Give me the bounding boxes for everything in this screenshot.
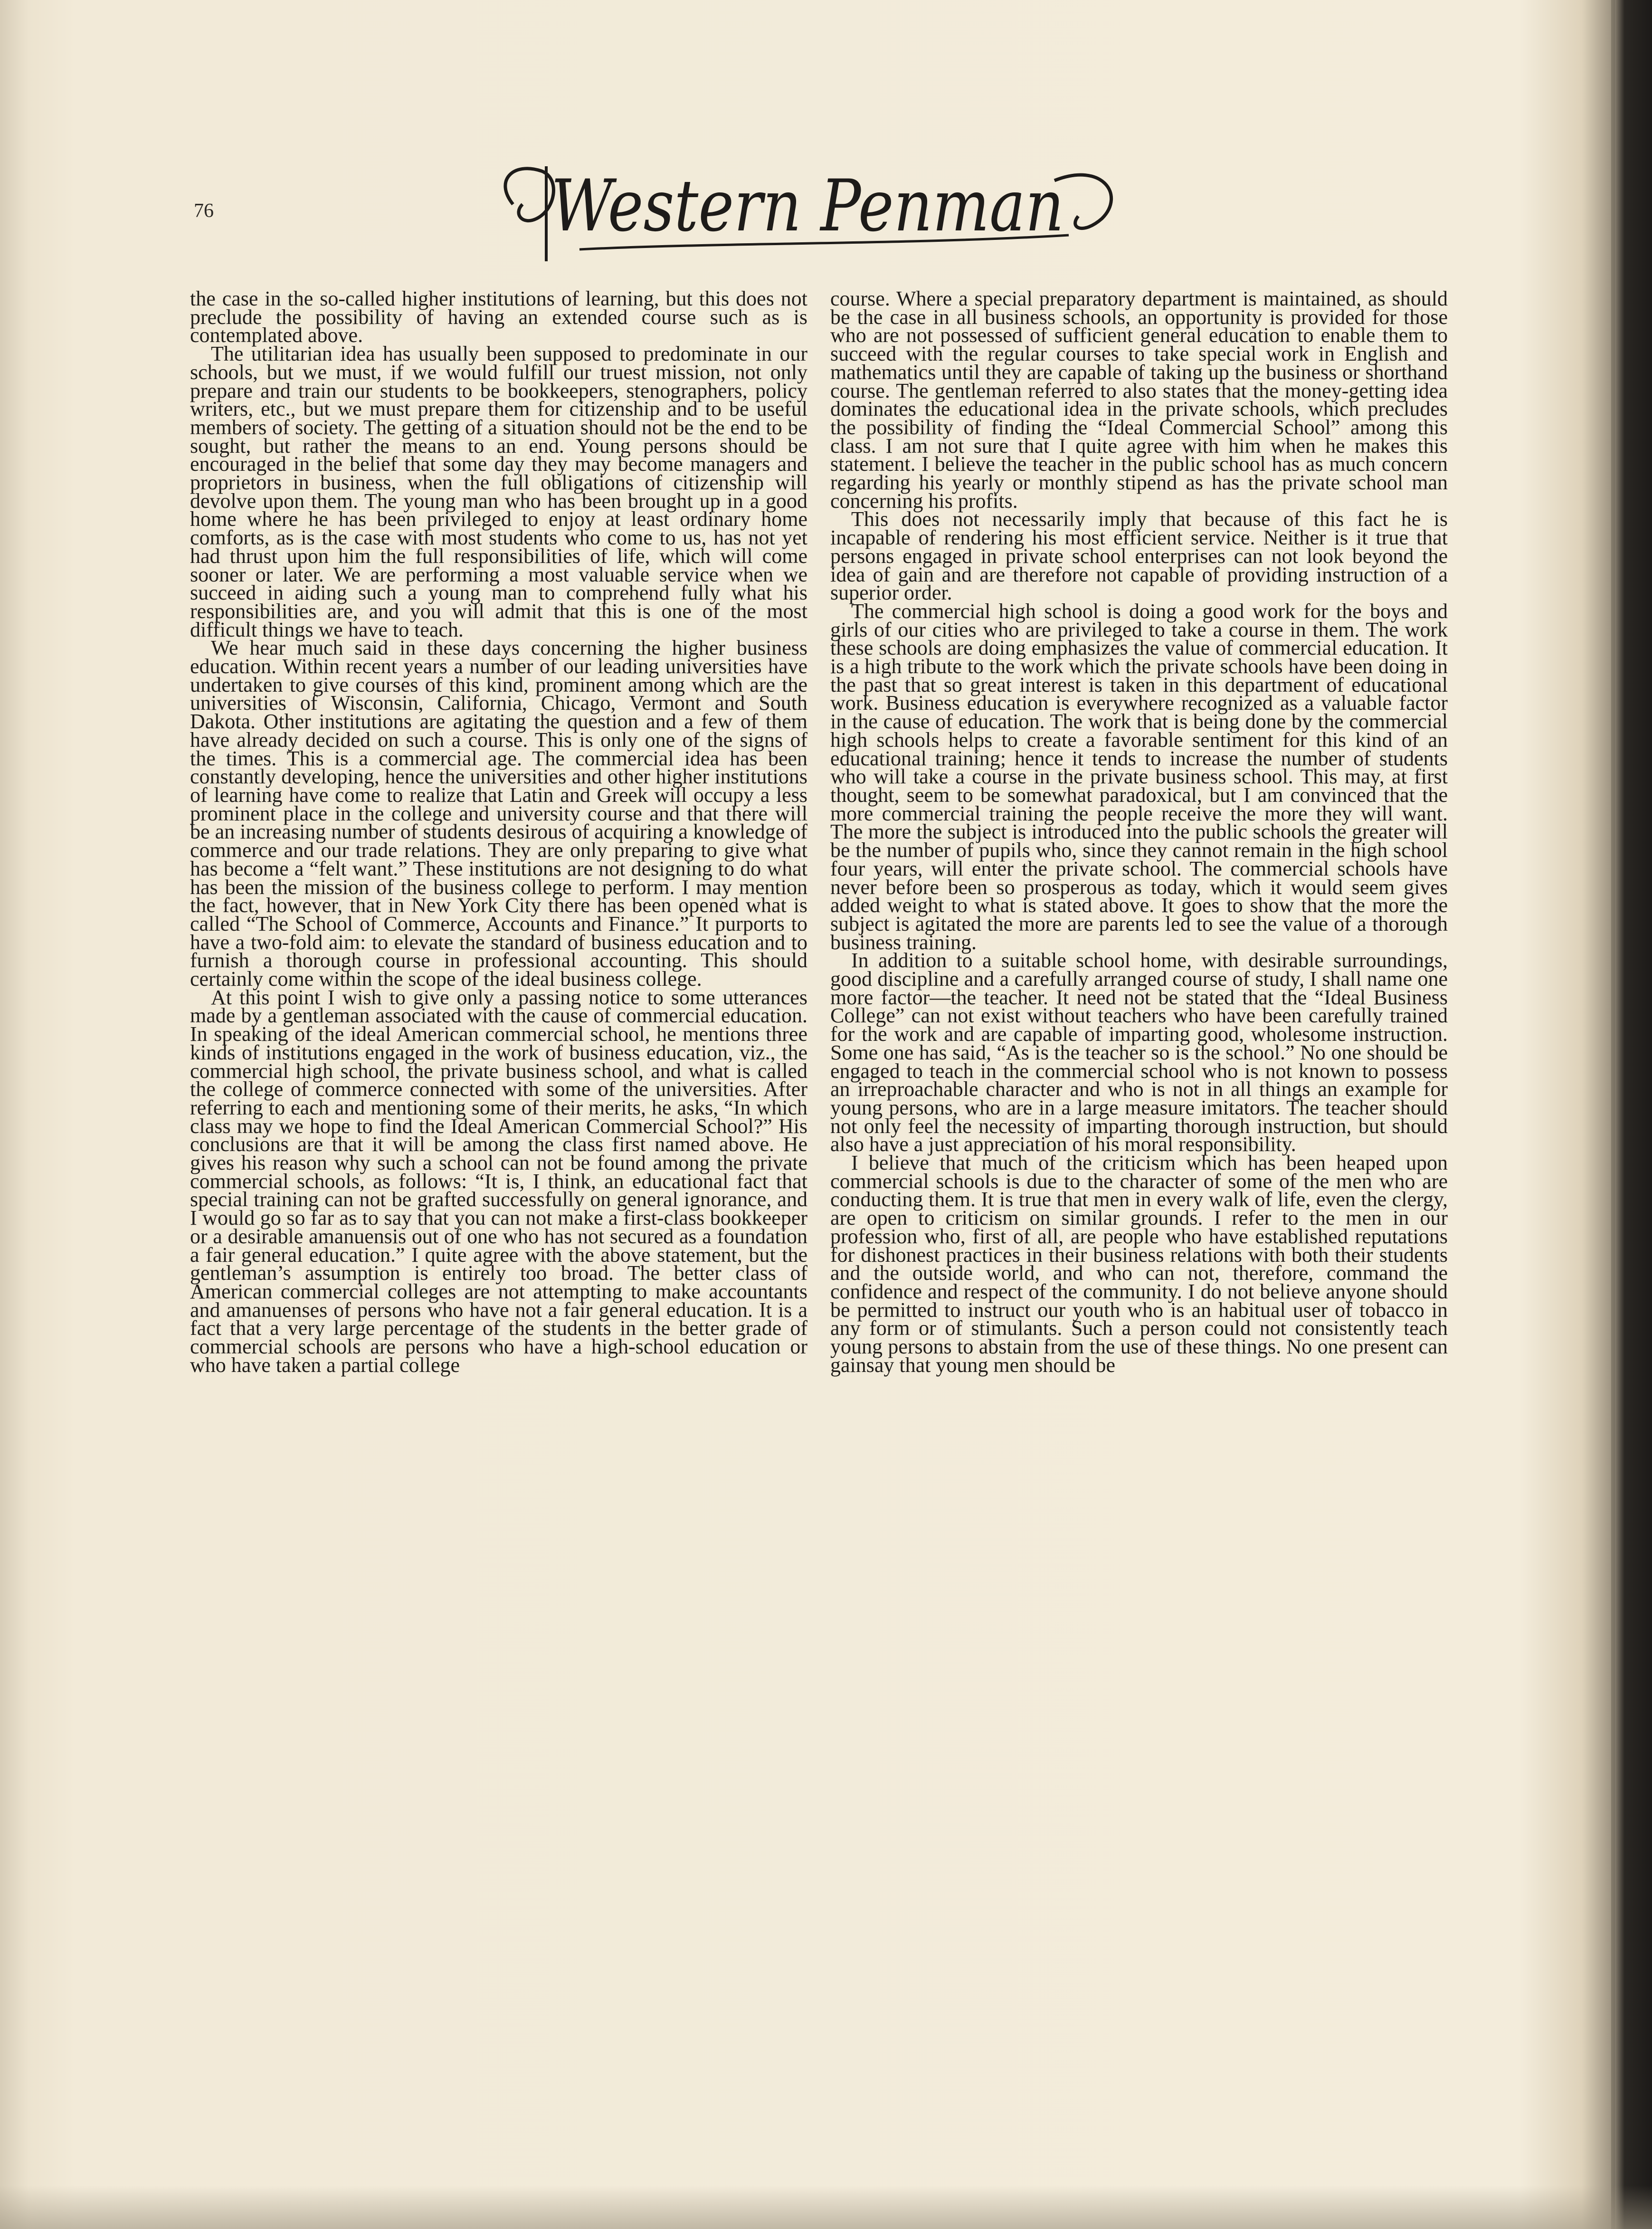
paragraph: the case in the so-called higher institutions of learning, but this does not preclude the possibility of having an extended course such as is contemplated above. xyxy=(190,287,807,347)
paragraph: We hear much said in these days concerning the higher business education. Within recent years a number of our leading universities have undertaken to give courses of this kind, prominent among which are the universities of Wisconsin, California, Chicago, Vermont and South Dakota. Other institutions are agitating the question and a few of them have already decided on such a course. This is only one of the signs of the times. This is a commercial age. The commercial idea has been constantly developing, hence the universities and other higher institutions of learning have come to realize that Latin and Greek will occupy a less prominent place in the college and university course and that there will be an increasing number of students desirous of acquiring a knowledge of commerce and our trade relations. They are only preparing to give what has become a “felt want.” These institutions are not designing to do what has been the mission of the business college to perform. I may mention the fact, however, that in New York City there has been opened what is called “The School of Commerce, Accounts and Finance.” It purports to have a two-fold aim: to elevate the standard of business education and to furnish a thorough course in professional accounting. This should certainly come within the scope of the ideal business college. xyxy=(190,636,807,991)
page-number: 76 xyxy=(194,200,214,222)
paragraph: This does not necessarily imply that because of this fact he is incapable of rendering his most efficient service. Neither is it true that persons engaged in private school enterprises can not look beyond the idea of gain and are therefore not capable of providing instruction of a superior order. xyxy=(830,507,1448,605)
binding-gutter xyxy=(1611,0,1615,2229)
paragraph: The commercial high school is doing a good work for the boys and girls of our cities who are privileged to take a course in them. The work these schools are doing emphasizes the value of commercial education. It is a high tribute to the work which the private schools have been doing in the past that so great interest is taken in this department of educational work. Business education is everywhere recognized as a valuable factor in the cause of education. The work that is being done by the commercial high schools helps to create a favorable sentiment for this kind of an educational training; hence it tends to increase the number of students who will take a course in the private business school. This may, at first thought, seem to be somewhat paradoxical, but I am convinced that the more commercial training the people receive the more they will want. The more the subject is introduced into the public schools the greater will be the number of pupils who, since they cannot remain in the high school four years, will enter the private school. The commercial schools have never before been so prosperous as today, which it would seem gives added weight to what is stated above. It goes to show that the more the subject is agitated the more are parents led to see the value of a thorough business training. xyxy=(830,599,1448,954)
right-column xyxy=(830,287,1448,1377)
paragraph: The utilitarian idea has usually been supposed to predominate in our schools, but we must, if we would fulfill our truest mission, not only prepare and train our students to be bookkeepers, stenographers, policy writers, etc., but we must prepare them for citizenship and to be useful members of society. The getting of a situation should not be the end to be sought, but rather the means to an end. Young persons should be encouraged in the belief that some day they may become managers and proprietors in business, when the full obligations of citizenship will devolve upon them. The young man who has been brought up in a good home where he has been privileged to enjoy at least ordinary home comforts, as is the case with most students who come to us, has not yet had thrust upon him the full responsibilities of life, which will come sooner or later. We are performing a most valuable service when we succeed in aiding such a young man to comprehend fully what his responsibilities are, and you will admit that this is one of the most difficult things we have to teach. xyxy=(190,342,807,641)
masthead xyxy=(484,152,1130,276)
masthead-title: Western Penman xyxy=(551,165,1064,248)
masthead-logo xyxy=(484,152,1130,276)
paragraph: I believe that much of the criticism which has been heaped upon commercial schools is due to the character of some of the men who are conducting them. It is true that men in every walk of life, even the clergy, are open to criticism on similar grounds. I refer to the men in our profession who, first of all, are people who have established reputations for dishonest practices in their business relations with both their students and the outside world, and who can not, therefore, command the confidence and respect of the community. I do not believe anyone should be permitted to instruct our youth who is an habitual user of tobacco in any form or of stimulants. Such a person could not consistently teach young persons to abstain from the use of these things. No one present can gainsay that young men should be xyxy=(830,1151,1448,1377)
paragraph: At this point I wish to give only a passing notice to some utterances made by a gentleman associated with the cause of commercial education. In speaking of the ideal American commercial school, he mentions three kinds of institutions engaged in the work of business education, viz., the commercial high school, the private business school, and what is called the college of commerce connected with some of the universities. After referring to each and mentioning some of their merits, he asks, “In which class may we hope to find the Ideal American Commercial School?” His conclusions are that it will be among the class first named above. He gives his reason why such a school can not be found among the private commercial schools, as follows: “It is, I think, an educational fact that special training can not be grafted successfully on general ignorance, and I would go so far as to say that you can not make a first-class bookkeeper or a desirable amanuensis out of one who has not secured as a foundation a fair general education.” I quite agree with the above statement, but the gentleman’s assumption is entirely too broad. The better class of American commercial colleges are not attempting to make accountants and amanuenses of persons who have not a fair general education. It is a fact that a very large percentage of the students in the better grade of commercial schools are persons who have a high-school education or who have taken a partial college xyxy=(190,985,807,1377)
paragraph: course. Where a special preparatory department is maintained, as should be the case in all business schools, an opportunity is provided for those who are not possessed of sufficient general education to enable them to succeed with the regular courses to take special work in English and mathematics until they are capable of taking up the business or shorthand course. The gentleman referred to also states that the money-getting idea dominates the educational idea in the private schools, which precludes the possibility of finding the “Ideal Commercial School” among this class. I am not sure that I quite agree with him when he makes this statement. I believe the teacher in the public school has as much concern regarding his yearly or monthly stipend as has the private school man concerning his profits. xyxy=(830,287,1448,513)
paragraph: In addition to a suitable school home, with desirable surroundings, good discipline and a carefully arranged course of study, I shall name one more factor—the teacher. It need not be stated that the “Ideal Business College” can not exist without teachers who have been carefully trained for the work and are capable of imparting good, wholesome instruction. Some one has said, “As is the teacher so is the school.” No one should be engaged to teach in the commercial school who is not known to possess an irreproachable character and who is not in all things an example for young persons, who are in a large measure imitators. The teacher should not only feel the necessity of imparting thorough instruction, but should also have a just appreciation of his moral responsibility. xyxy=(830,949,1448,1156)
page-edge-shadow xyxy=(0,2185,1652,2229)
left-column xyxy=(190,287,807,1377)
